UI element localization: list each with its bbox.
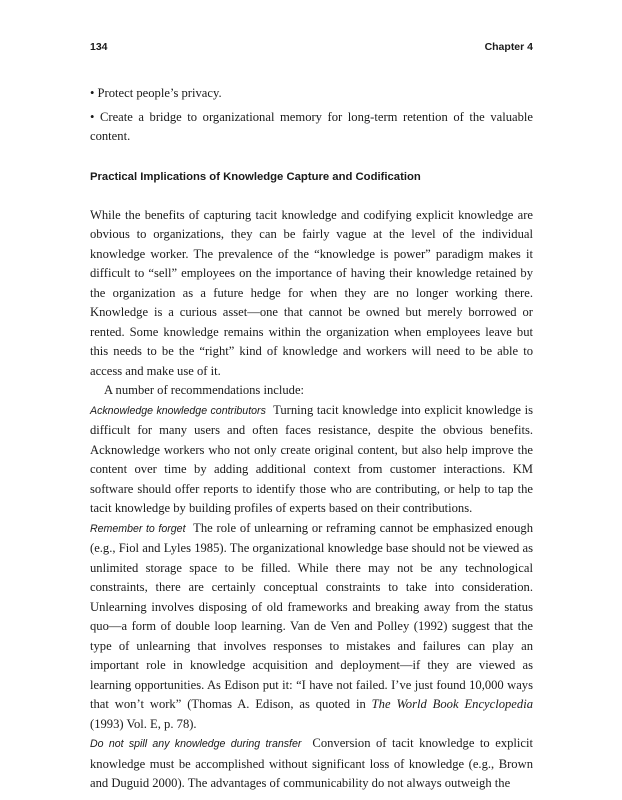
recommendation-paragraph [90, 401, 533, 519]
section-heading: Practical Implications of Knowledge Capture and Codification [90, 170, 421, 183]
page-body [90, 84, 533, 794]
recommendation-text: Turning tacit knowledge into explicit knowledge is difficult for many users and often faces resistance, despite the obvious benefits. Acknowledge workers who not only create original content, but also help improve the content over time by adding additional context from customer interactions. KM software should offer reports to identify those who are contributing, or help to tap the tacit knowledge by building profiles of experts based on their contributions. [90, 402, 534, 515]
citation-text: (1993) Vol. E, p. 78). [90, 716, 197, 731]
recommendation-lead-in: Remember to forget [90, 522, 186, 535]
bullet-item-organizational-memory: • Create a bridge to organizational memory for long-term retention of the valuable content. [90, 109, 533, 143]
recommendation-paragraph [90, 734, 533, 794]
recommendation-text: Conversion of tacit knowledge to explicit knowledge must be accomplished without significant loss of knowledge (e.g., Brown and Duguid 2000). The advantages of communicability do not always outweigh the [90, 736, 533, 790]
recommendation-lead-in: Acknowledge knowledge contributors [90, 404, 266, 417]
chapter-label: Chapter 4 [484, 41, 533, 53]
recommendation-paragraph [90, 519, 533, 735]
bullet-item-privacy: • Protect people’s privacy. [90, 86, 222, 100]
recommendation-text: The role of unlearning or reframing cannot be emphasized enough (e.g., Fiol and Lyles 1985). The organizational knowledge base should not be viewed as unlimited storage space to be filled. While there may not be any technological constraints, there are certainly conceptual constraints to take into consideration. Unlearning involves disposing of old frameworks and breaking away from the status quo—a form of double loop learning. Van de Ven and Polley (1992) suggest that the type of unlearning that involves responses to mistakes and failures can play an important role in knowledge acquisition and deployment—if they are viewed as learning opportunities. As Edison put it: “I have not failed. I’ve just found 10,000 ways that won’t work” (Thomas A. Edison, as quoted in [90, 520, 533, 711]
book-title: The World Book Encyclopedia [371, 697, 533, 711]
running-header [90, 41, 533, 55]
page-number: 134 [90, 41, 108, 53]
recommendations-intro: A number of recommendations include: [104, 383, 305, 397]
recommendation-lead-in: Do not spill any knowledge during transfer [90, 738, 302, 750]
intro-paragraph: While the benefits of capturing tacit knowledge and codifying explicit knowledge are obvious to organizations, they can be fairly vague at the level of the individual knowledge worker. The prevalence of the “knowledge is power” paradigm makes it difficult to “sell” employees on the importance of having their knowledge retained by the organization as a future hedge for when they are no longer working there. Knowledge is a curious asset—one that cannot be owned but merely borrowed or rented. Some knowledge remains within the organization when employees leave but this needs to be the “right” kind of knowledge and workers will need to be able to access and make use of it. [90, 207, 533, 378]
